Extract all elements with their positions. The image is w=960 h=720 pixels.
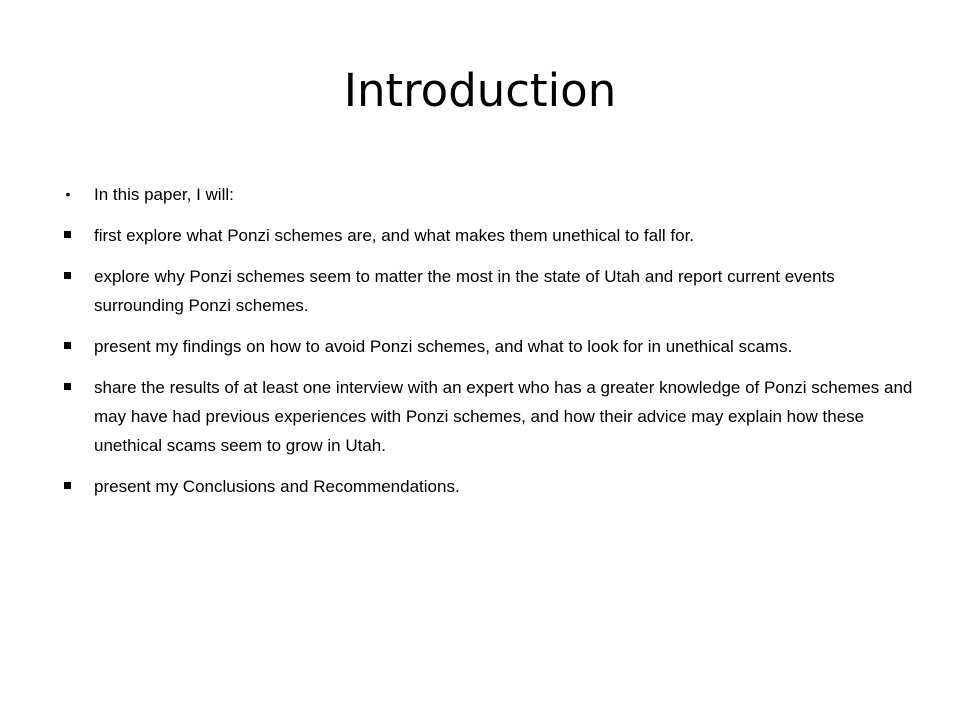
- square-bullet-icon: [64, 383, 71, 390]
- bullet-item-explore-definition: [60, 221, 920, 250]
- bullet-item-findings: [60, 332, 920, 361]
- bullet-item-interview: [60, 373, 920, 460]
- bullet-text: present my Conclusions and Recommendations.: [94, 477, 460, 496]
- bullet-text: explore why Ponzi schemes seem to matter the most in the state of Utah and report current events surrounding Ponzi schemes.: [94, 267, 835, 315]
- square-bullet-icon: [64, 272, 71, 279]
- bullet-text: first explore what Ponzi schemes are, and what makes them unethical to fall for.: [94, 226, 695, 245]
- bullet-item-utah: [60, 262, 920, 320]
- bullet-list: [60, 180, 920, 513]
- bullet-text: share the results of at least one interview with an expert who has a greater knowledge of Ponzi schemes and may have had previous experiences with Ponzi schemes, and how their advice may explain how these unethical scams seem to grow in Utah.: [94, 378, 913, 455]
- square-bullet-icon: [64, 342, 71, 349]
- square-bullet-icon: [64, 231, 71, 238]
- square-bullet-icon: [64, 482, 71, 489]
- bullet-text: present my findings on how to avoid Ponzi schemes, and what to look for in unethical scams.: [94, 337, 793, 356]
- slide-title: Introduction: [343, 64, 617, 117]
- bullet-text: In this paper, I will:: [94, 185, 234, 204]
- bullet-item-intro: [60, 180, 920, 209]
- round-bullet-icon: •: [65, 186, 71, 202]
- bullet-item-conclusions: [60, 472, 920, 501]
